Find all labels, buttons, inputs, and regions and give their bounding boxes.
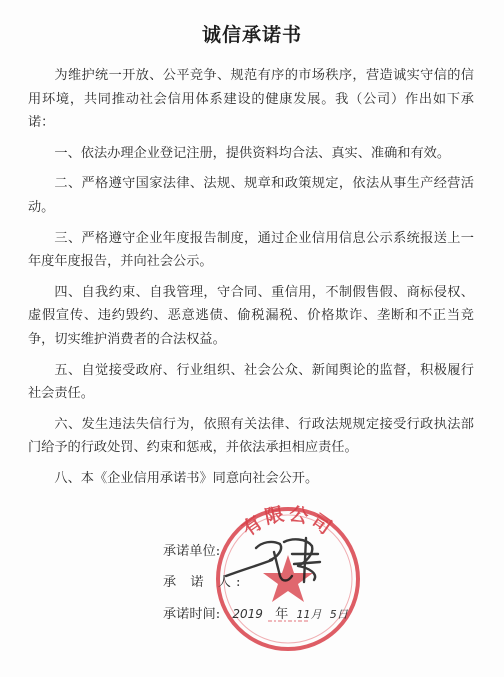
signature-block <box>163 541 483 634</box>
commitment-item-3: 三、严格遵守企业年度报告制度，通过企业信用信息公示系统报送上一年度年度报告，并向社会公示。 <box>28 230 474 270</box>
committing-unit-row <box>163 541 483 572</box>
commitment-time-label: 承诺时间: <box>163 607 221 622</box>
date-year-unit: 年 <box>275 607 289 622</box>
committer-row <box>163 572 483 603</box>
commitment-item-2: 二、严格遵守国家法律、法规、规章和政策规定，依法从事生产经营活动。 <box>28 176 474 215</box>
commitment-item-8: 八、本《企业信用承诺书》同意向社会公开。 <box>54 470 319 486</box>
document-title: 诚信承诺书 <box>201 24 302 46</box>
document-body <box>28 64 474 498</box>
date-year: 2019 <box>232 607 263 621</box>
date-day: 5日 <box>329 608 348 621</box>
commitment-item-5: 五、自觉接受政府、行业组织、社会公众、新闻舆论的监督，积极履行社会责任。 <box>28 362 474 402</box>
commitment-item-6: 六、发生违法失信行为，依照有关法律、行政法规规定接受行政执法部门给予的行政处罚、约束和惩戒，并依法承担相应责任。 <box>28 416 474 456</box>
commitment-item-1: 一、依法办理企业登记注册，提供资料均合法、真实、准确和有效。 <box>54 145 451 161</box>
committing-unit-label: 承诺单位: <box>163 544 221 559</box>
commitment-time-row <box>163 603 483 634</box>
date-month: 11月 <box>296 608 322 621</box>
committer-label: 承 诺 人: <box>163 575 246 590</box>
intro-paragraph: 为维护统一开放、公平竞争、规范有序的市场秩序，营造诚实守信的信用环境，共同推动社会信用体系建设的健康发展。我（公司）作出如下承诺： <box>28 68 474 131</box>
seal-text: 有限公司 <box>238 503 338 541</box>
commitment-item-4: 四、自我约束、自我管理，守合同、重信用，不制假售假、商标侵权、虚假宣传、违约毁约、恶意逃债、偷税漏税、价格欺诈、垄断和不正当竞争，切实维护消费者的合法权益。 <box>28 284 474 347</box>
